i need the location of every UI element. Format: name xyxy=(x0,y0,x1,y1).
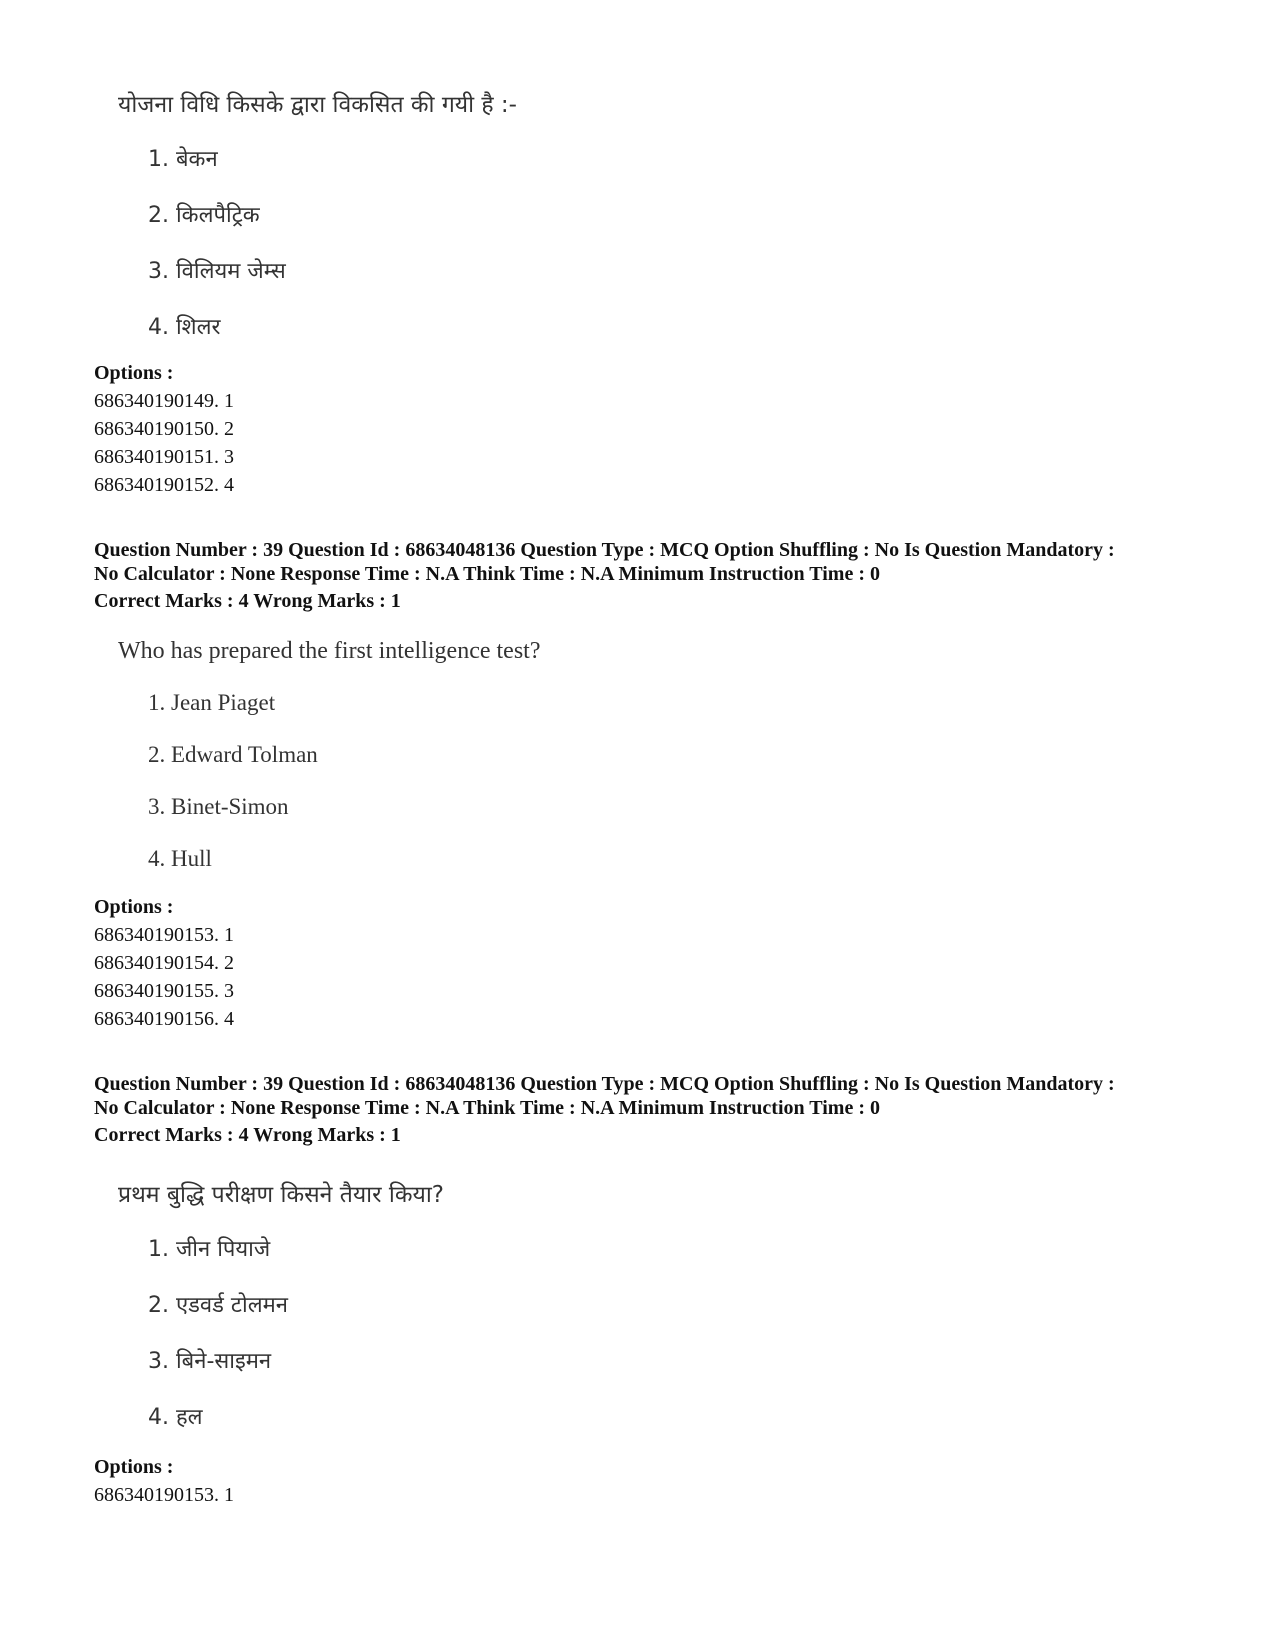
option-id-2: 686340190150. 2 xyxy=(94,418,234,440)
choice-3: 3. विलियम जेम्स xyxy=(148,259,286,284)
question-meta-line-2: No Calculator : None Response Time : N.A Think Time : N.A Minimum Instruction Time : 0 xyxy=(94,1097,880,1119)
choice-3: 3. Binet-Simon xyxy=(148,794,289,819)
options-label: Options : xyxy=(94,896,174,918)
options-label: Options : xyxy=(94,362,174,384)
question-meta-line-1: Question Number : 39 Question Id : 68634048136 Question Type : MCQ Option Shuffling : No Is Question Mandatory : xyxy=(94,1073,1115,1095)
question-meta-line-2: No Calculator : None Response Time : N.A Think Time : N.A Minimum Instruction Time : 0 xyxy=(94,563,880,585)
option-id-3: 686340190151. 3 xyxy=(94,446,234,468)
question-meta-line-1: Question Number : 39 Question Id : 68634048136 Question Type : MCQ Option Shuffling : No Is Question Mandatory : xyxy=(94,539,1115,561)
options-label: Options : xyxy=(94,1456,174,1478)
question-text: प्रथम बुद्धि परीक्षण किसने तैयार किया? xyxy=(118,1182,444,1208)
choice-4: 4. शिलर xyxy=(148,315,221,340)
option-id-1: 686340190153. 1 xyxy=(94,1484,234,1506)
choice-1: 1. बेकन xyxy=(148,147,218,172)
choice-4: 4. हल xyxy=(148,1405,203,1430)
question-text: Who has prepared the first intelligence test? xyxy=(118,638,541,664)
choice-2: 2. Edward Tolman xyxy=(148,742,318,767)
choice-4: 4. Hull xyxy=(148,846,212,871)
option-id-3: 686340190155. 3 xyxy=(94,980,234,1002)
choice-3: 3. बिने-साइमन xyxy=(148,1349,272,1374)
option-id-1: 686340190149. 1 xyxy=(94,390,234,412)
option-id-4: 686340190152. 4 xyxy=(94,474,234,496)
marks-line: Correct Marks : 4 Wrong Marks : 1 xyxy=(94,590,401,612)
option-id-2: 686340190154. 2 xyxy=(94,952,234,974)
choice-2: 2. एडवर्ड टोलमन xyxy=(148,1293,288,1318)
choice-1: 1. जीन पियाजे xyxy=(148,1237,271,1262)
choice-1: 1. Jean Piaget xyxy=(148,690,276,715)
option-id-4: 686340190156. 4 xyxy=(94,1008,234,1030)
option-id-1: 686340190153. 1 xyxy=(94,924,234,946)
question-text: योजना विधि किसके द्वारा विकसित की गयी है :- xyxy=(118,92,517,118)
question-meta xyxy=(94,1072,1214,1120)
question-meta xyxy=(94,538,1214,586)
choice-2: 2. किलपैट्रिक xyxy=(148,203,260,228)
marks-line: Correct Marks : 4 Wrong Marks : 1 xyxy=(94,1124,401,1146)
